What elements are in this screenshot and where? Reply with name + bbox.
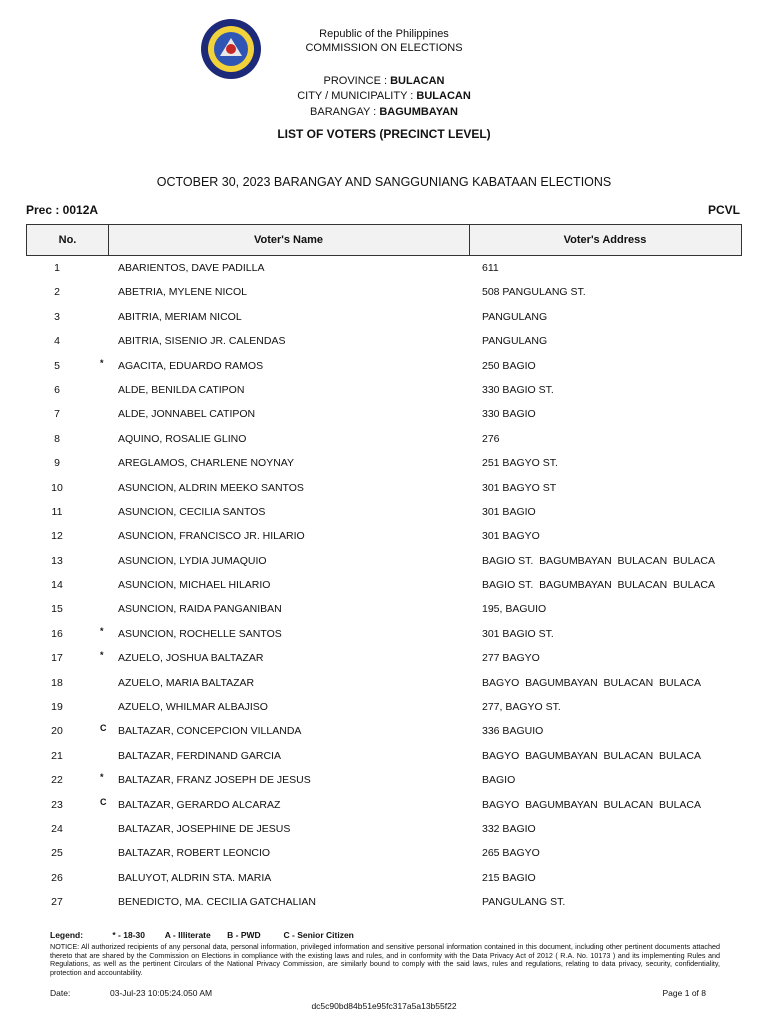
page-number: Page 1 of 8: [662, 988, 706, 998]
table-row: [26, 890, 742, 914]
voter-address: 251 BAGYO ST.: [482, 457, 558, 470]
document-title: LIST OF VOTERS (PRECINCT LEVEL): [277, 127, 491, 141]
voter-address: 336 BAGUIO: [482, 725, 544, 738]
table-row: [26, 866, 742, 890]
row-number: 6: [54, 383, 60, 396]
table-row: [26, 329, 742, 353]
privacy-notice: NOTICE: All authorized recipients of any personal data, personal information, privileged information and sensitive personal information contained in this document, including other pertinent documents attached thereto that are shared by the Commission on Elections in compliance with the existing laws and rules, and in conformity with the Data Privacy Act of 2012 ( R.A. No. 10173 ) and its implementing Rules and Regulations, as well as the pertinent Circulars of the National Privacy Commission, are similarly bound to comply with the said laws, rules and regulations, relating to data privacy, security, confidentiality, protection and accountability.: [50, 942, 720, 977]
voter-name: ASUNCION, RAIDA PANGANIBAN: [118, 603, 282, 616]
table-row: [26, 841, 742, 865]
header-voter-name: Voter's Name: [108, 225, 470, 255]
voter-address: 611: [482, 262, 499, 274]
legend: Legend: * - 18-30 A - Illiterate B - PWD C - Senior Citizen: [50, 930, 354, 940]
row-number: 15: [51, 603, 63, 616]
row-number: 24: [51, 822, 63, 835]
voter-address: BAGYO BAGUMBAYAN BULACAN BULACA: [482, 798, 702, 811]
row-category-mark: *: [100, 772, 104, 783]
row-number: 10: [51, 481, 63, 494]
table-row: [26, 378, 742, 402]
voter-address: 301 BAGIO: [482, 505, 536, 518]
voter-address: 250 BAGIO: [482, 359, 536, 372]
voter-address: PANGULANG: [482, 335, 548, 348]
voter-address: PANGULANG ST.: [482, 896, 566, 909]
voter-address: 276: [482, 432, 500, 445]
voter-name: ALDE, BENILDA CATIPON: [118, 383, 245, 396]
voter-address: 265 BAGYO: [482, 847, 540, 860]
table-row: [26, 549, 742, 573]
voter-name: ASUNCION, CECILIA SANTOS: [118, 505, 266, 518]
voter-address: PANGULANG: [482, 310, 548, 323]
row-number: 26: [51, 871, 63, 884]
row-number: 2: [54, 286, 60, 299]
voter-name: ABITRIA, MERIAM NICOL: [118, 310, 242, 323]
table-row: [26, 427, 742, 451]
table-row: [26, 280, 742, 304]
row-category-mark: *: [100, 357, 104, 368]
row-number: 19: [51, 701, 63, 714]
voter-address: 195, BAGUIO: [482, 603, 547, 616]
voter-address: BAGYO BAGUMBAYAN BULACAN BULACA: [482, 749, 702, 762]
voter-name: AZUELO, WHILMAR ALBAJISO: [118, 701, 268, 714]
table-row: [26, 500, 742, 524]
voter-address: BAGIO ST. BAGUMBAYAN BULACAN BULACA: [482, 554, 716, 567]
row-number: 12: [51, 530, 63, 543]
table-row: [26, 719, 742, 743]
row-number: 3: [54, 310, 60, 323]
table-header: [26, 224, 742, 256]
voter-address: 508 PANGULANG ST.: [482, 286, 586, 299]
row-number: 1: [54, 262, 60, 274]
voter-address: BAGIO ST. BAGUMBAYAN BULACAN BULACA: [482, 579, 716, 592]
republic-line: Republic of the Philippines: [319, 28, 449, 40]
row-number: 17: [51, 652, 63, 665]
voter-table-body: [26, 256, 742, 915]
city-line: CITY / MUNICIPALITY : BULACAN: [297, 90, 471, 102]
voter-name: BALTAZAR, FRANZ JOSEPH DE JESUS: [118, 774, 311, 787]
table-row: [26, 671, 742, 695]
table-row: [26, 744, 742, 768]
voter-address: 215 BAGIO: [482, 871, 536, 884]
table-row: [26, 622, 742, 646]
row-number: 5: [54, 359, 60, 372]
row-number: 27: [51, 896, 63, 909]
row-number: 16: [51, 627, 63, 640]
voter-name: AGACITA, EDUARDO RAMOS: [118, 359, 264, 372]
row-number: 21: [51, 749, 63, 762]
header-voter-address: Voter's Address: [563, 234, 647, 246]
header-no: No.: [27, 225, 109, 255]
voter-name: BALTAZAR, FERDINAND GARCIA: [118, 749, 281, 762]
row-category-mark: *: [100, 625, 104, 636]
voter-name: ASUNCION, ALDRIN MEEKO SANTOS: [118, 481, 304, 494]
voter-address: 301 BAGIO ST.: [482, 627, 554, 640]
table-row: [26, 646, 742, 670]
voter-name: AREGLAMOS, CHARLENE NOYNAY: [118, 457, 295, 470]
row-number: 22: [51, 774, 63, 787]
voter-name: ALDE, JONNABEL CATIPON: [118, 408, 256, 421]
election-title: OCTOBER 30, 2023 BARANGAY AND SANGGUNIANG KABATAAN ELECTIONS: [156, 175, 612, 189]
row-category-mark: *: [100, 650, 104, 661]
voter-name: ASUNCION, MICHAEL HILARIO: [118, 579, 271, 592]
table-row: [26, 524, 742, 548]
voter-name: BENEDICTO, MA. CECILIA GATCHALIAN: [118, 896, 316, 909]
row-number: 9: [54, 457, 60, 470]
document-hash: dc5c90bd84b51e95fc317a5a13b55f22: [311, 1001, 457, 1011]
voter-address: 332 BAGIO: [482, 822, 536, 835]
row-number: 20: [51, 725, 63, 738]
table-row: [26, 476, 742, 500]
table-row: [26, 451, 742, 475]
voter-name: AZUELO, MARIA BALTAZAR: [118, 676, 255, 689]
precinct-label: Prec : 0012A: [26, 203, 99, 217]
voter-name: BALTAZAR, ROBERT LEONCIO: [118, 847, 271, 860]
voter-name: BALTAZAR, JOSEPHINE DE JESUS: [118, 822, 291, 835]
table-row: [26, 695, 742, 719]
voter-name: ASUNCION, ROCHELLE SANTOS: [118, 627, 282, 640]
voter-address: 277, BAGYO ST.: [482, 701, 561, 714]
row-number: 7: [54, 408, 60, 421]
voter-name: BALTAZAR, CONCEPCION VILLANDA: [118, 725, 302, 738]
table-row: [26, 817, 742, 841]
voter-name: ABARIENTOS, DAVE PADILLA: [118, 262, 265, 274]
table-row: [26, 256, 742, 280]
table-row: [26, 793, 742, 817]
table-row: [26, 354, 742, 378]
voter-name: BALUYOT, ALDRIN STA. MARIA: [118, 871, 272, 884]
row-number: 4: [54, 335, 60, 348]
voter-name: ABITRIA, SISENIO JR. CALENDAS: [118, 335, 286, 348]
date-label: Date:: [50, 988, 71, 998]
row-number: 8: [54, 432, 60, 445]
row-number: 13: [51, 554, 63, 567]
row-number: 23: [51, 798, 63, 811]
barangay-line: BARANGAY : BAGUMBAYAN: [310, 106, 458, 118]
voter-address: BAGIO: [482, 774, 516, 787]
date-value: 03-Jul-23 10:05:24.050 AM: [110, 988, 213, 998]
row-number: 11: [51, 505, 63, 518]
commission-line: COMMISSION ON ELECTIONS: [305, 42, 463, 54]
row-number: 18: [51, 676, 63, 689]
table-row: [26, 573, 742, 597]
voter-name: AQUINO, ROSALIE GLINO: [118, 432, 247, 445]
voter-address: 330 BAGIO ST.: [482, 383, 554, 396]
row-category-mark: C: [100, 723, 107, 734]
voter-address: 330 BAGIO: [482, 408, 536, 421]
list-code: PCVL: [707, 203, 740, 217]
table-row: [26, 402, 742, 426]
voter-name: AZUELO, JOSHUA BALTAZAR: [118, 652, 264, 665]
voter-name: BALTAZAR, GERARDO ALCARAZ: [118, 798, 281, 811]
row-number: 25: [51, 847, 63, 860]
voter-name: ABETRIA, MYLENE NICOL: [118, 286, 247, 299]
table-row: [26, 768, 742, 792]
row-number: 14: [51, 579, 63, 592]
province-line: PROVINCE : BULACAN: [323, 75, 445, 87]
row-category-mark: C: [100, 796, 107, 807]
voter-address: 301 BAGYO ST: [482, 481, 557, 494]
table-row: [26, 305, 742, 329]
voter-address: BAGYO BAGUMBAYAN BULACAN BULACA: [482, 676, 702, 689]
voter-address: 301 BAGYO: [482, 530, 540, 543]
voter-name: ASUNCION, FRANCISCO JR. HILARIO: [118, 530, 305, 543]
voter-address: 277 BAGYO: [482, 652, 540, 665]
table-row: [26, 597, 742, 621]
voter-name: ASUNCION, LYDIA JUMAQUIO: [118, 554, 267, 567]
